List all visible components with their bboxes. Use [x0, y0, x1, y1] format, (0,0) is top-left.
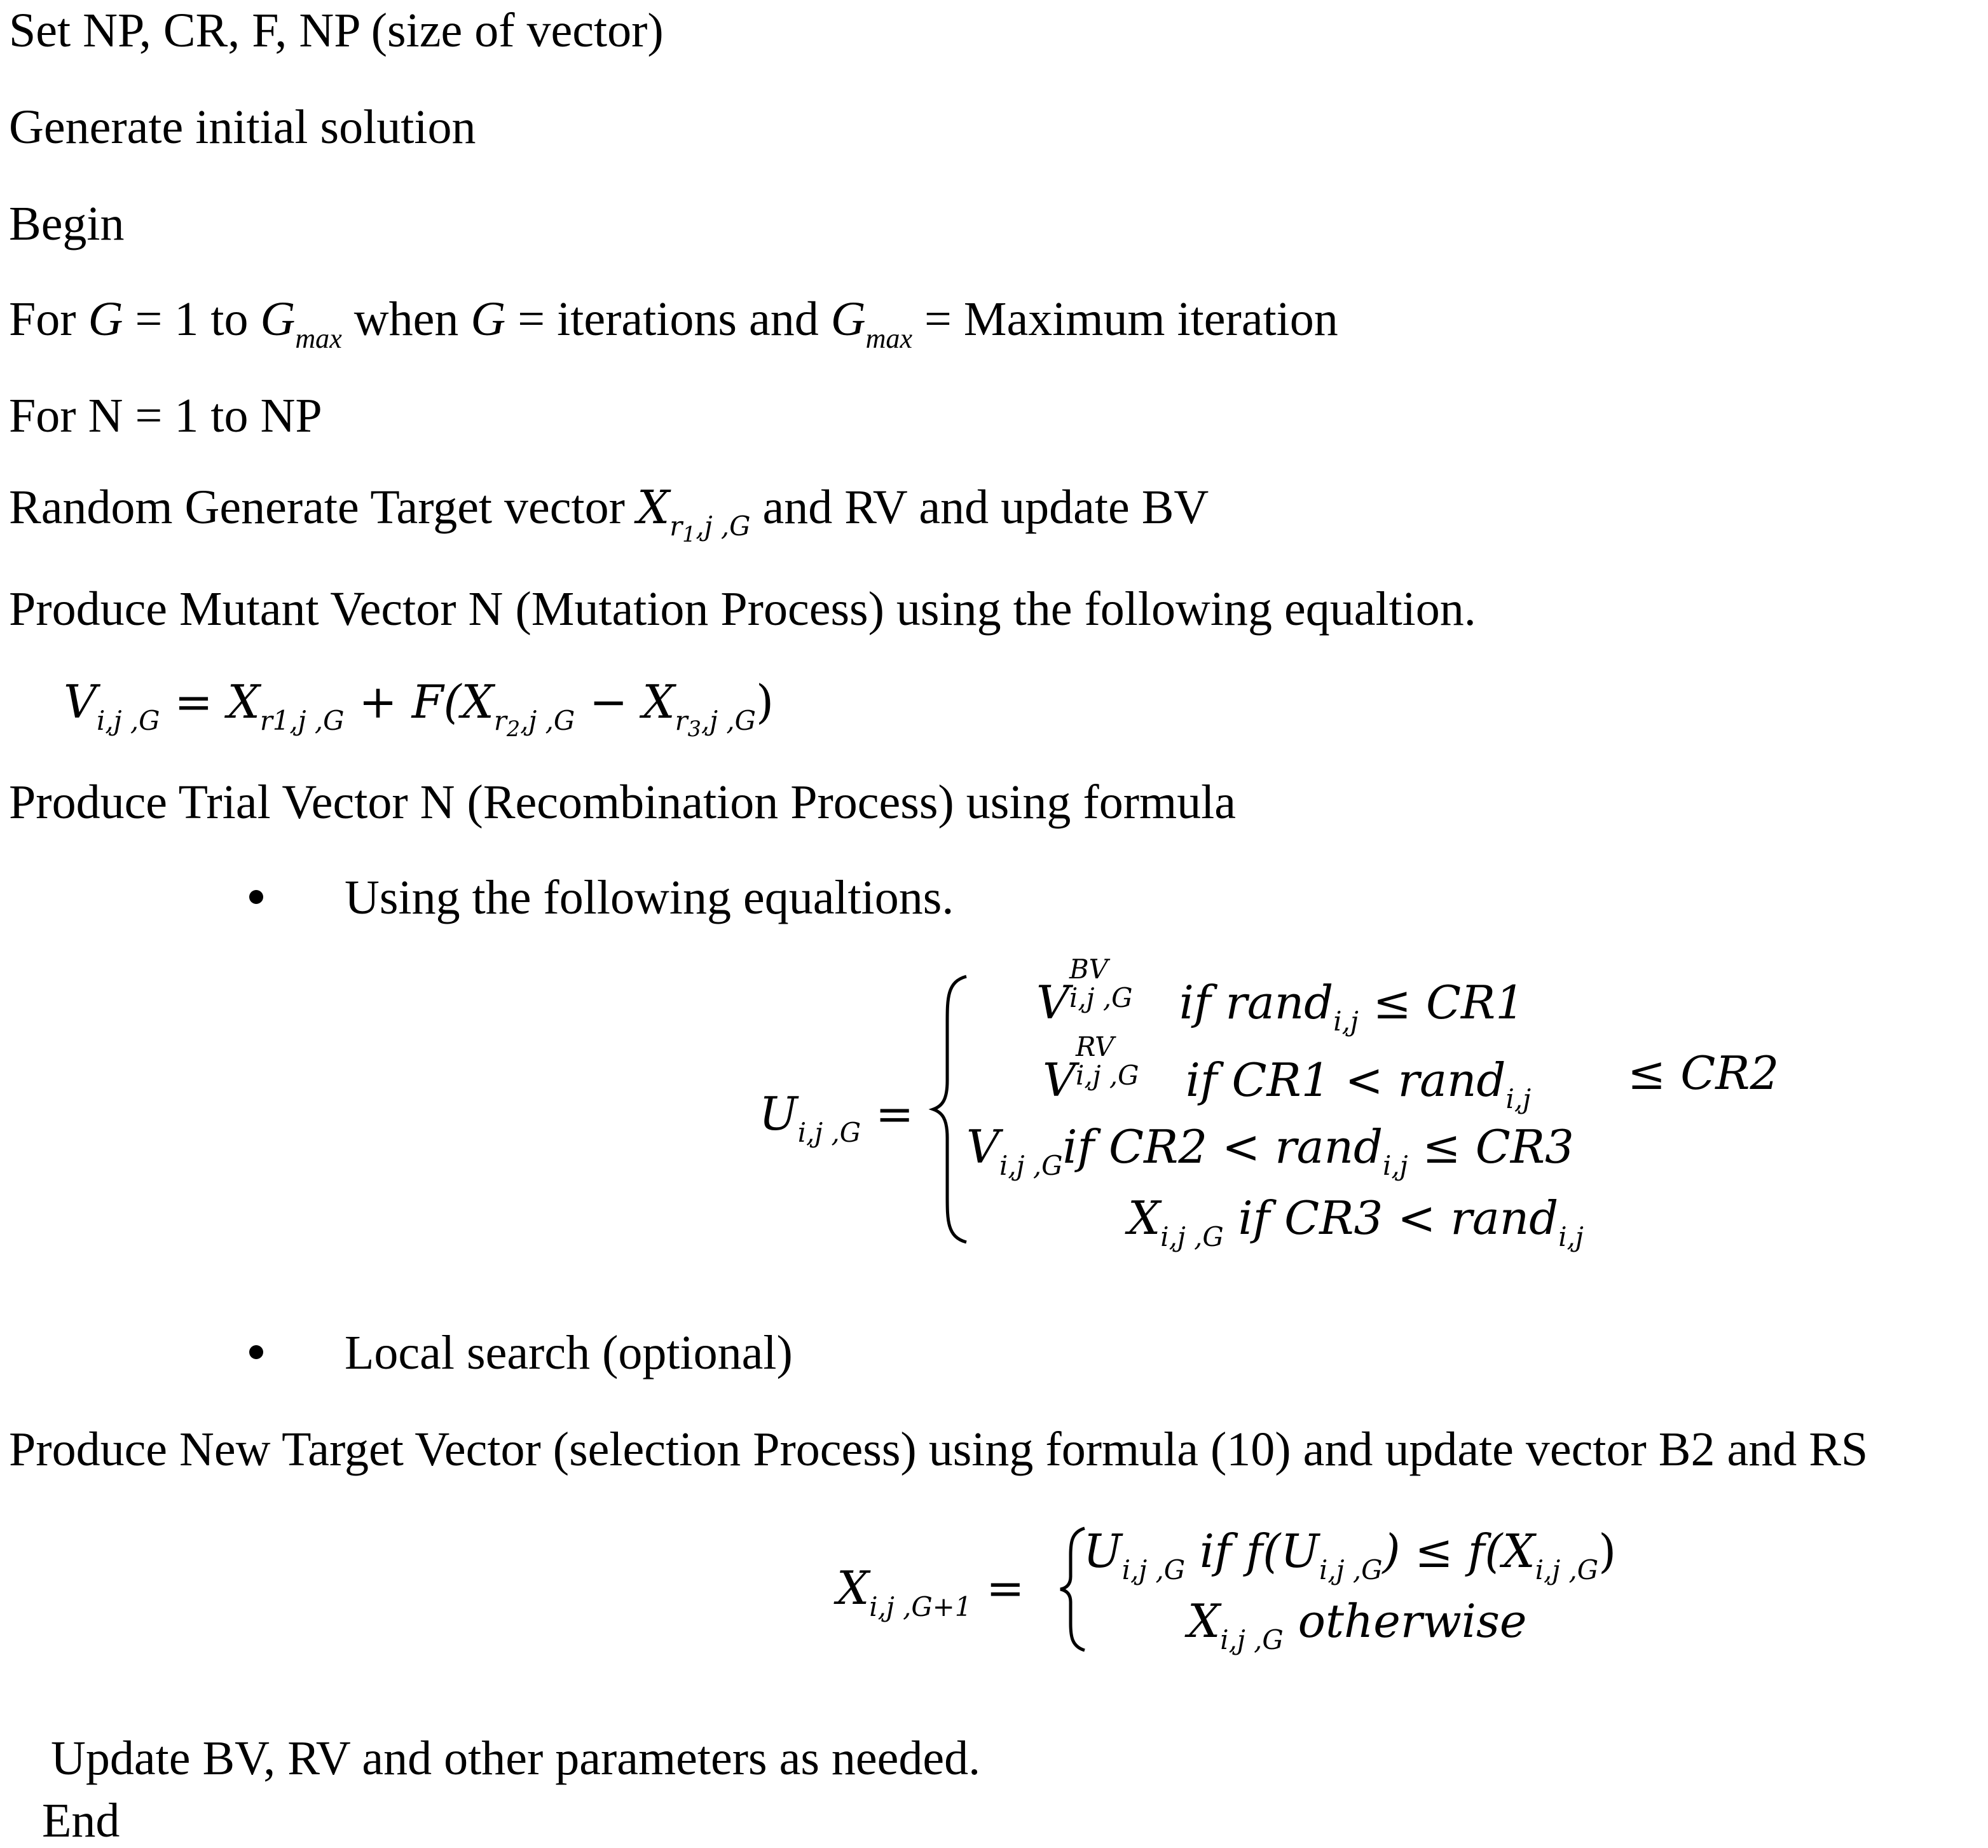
selection-row-2: $X_{i,j ,G}$ otherwise	[1188, 1594, 1527, 1655]
recombination-row-4: $X_{i,j ,G}$ if CR3 < rand$_{i,j}$	[1128, 1191, 1584, 1252]
bullet-dot-2	[249, 1345, 263, 1359]
for-prefix: For	[9, 292, 88, 346]
random-generate-prefix: Random Generate Target vector	[9, 481, 637, 534]
recombination-row-2-tail: ≤ CR2	[1628, 1046, 1779, 1100]
line-for-g	[9, 292, 1338, 354]
selection-lhs: $X_{i,j ,G+1}$ =	[837, 1561, 1025, 1622]
bullet-item-equations: Using the following equaltions.	[345, 871, 954, 924]
random-generate-suffix: and RV and update BV	[750, 481, 1209, 534]
gmax-variable-2: $G_{max}$	[830, 292, 913, 354]
recombination-row-3: $V_{i,j ,G}if$ CR2 < rand$_{i,j}$ ≤ CR3	[966, 1120, 1574, 1181]
eq-one-to: = 1 to	[123, 292, 261, 346]
maximum-iteration-text: = Maximum iteration	[912, 292, 1338, 346]
line-produce-trial: Produce Trial Vector N (Recombination Process) using formula	[9, 776, 1236, 829]
g-variable: G	[88, 292, 123, 346]
bullet-dot-1	[249, 890, 263, 904]
mutation-equation: $V_{i,j ,G} = X_{r1,j ,G} + F(X_{r_2,j ,G} - X_{r_3,j ,G})$	[64, 675, 774, 741]
selection-row-1: $U_{i,j ,G}$ if $f(U_{i,j ,G}) \le f(X_{i,j ,G})$	[1083, 1524, 1617, 1585]
gmax-variable: $G_{max}$	[260, 292, 342, 354]
line-update-params: Update BV, RV and other parameters as needed.	[51, 1732, 981, 1785]
line-generate-initial: Generate initial solution	[9, 100, 476, 154]
recombination-lhs: $U_{i,j ,G}$ =	[759, 1087, 914, 1148]
line-end: End	[42, 1794, 120, 1847]
line-random-generate	[9, 481, 1209, 547]
bullet-item-local-search: Local search (optional)	[345, 1326, 793, 1379]
line-for-n: For N = 1 to NP	[9, 389, 322, 442]
recombination-row-1: V BV i,j ,G if rand$_{i,j}$ ≤ CR1	[1036, 954, 1525, 1037]
target-vector-symbol: $X_{r_1,j ,G}$	[636, 481, 751, 547]
g-variable-2: G	[470, 292, 506, 346]
recombination-row-2: V RV i,j ,G if CR1 < rand$_{i,j}$	[1043, 1031, 1532, 1114]
recombination-brace	[928, 973, 979, 1246]
when-text: when	[341, 292, 471, 346]
iterations-text: = iterations and	[505, 292, 831, 346]
line-produce-mutant: Produce Mutant Vector N (Mutation Process) using the following equaltion.	[9, 582, 1476, 636]
line-begin: Begin	[9, 197, 125, 250]
line-produce-new-target: Produce New Target Vector (selection Process) using formula (10) and update vector B2 and RS	[9, 1423, 1868, 1476]
line-set-parameters: Set NP, CR, F, NP (size of vector)	[9, 4, 664, 57]
